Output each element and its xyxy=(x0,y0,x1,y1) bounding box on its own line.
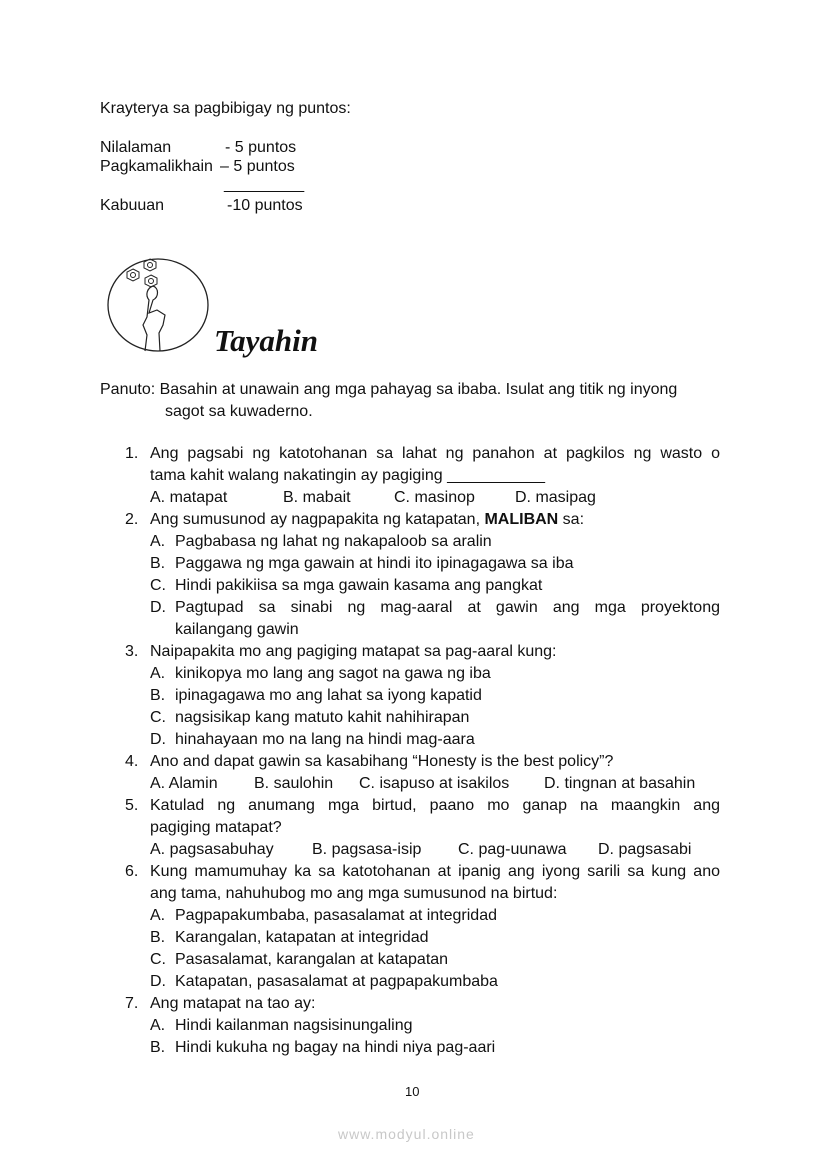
choice-letter: B. xyxy=(150,929,166,946)
question-6 xyxy=(0,861,826,883)
choice-letter: A. xyxy=(150,665,166,682)
criteria-total-label: Kabuuan xyxy=(100,197,165,214)
choice-text: ipinagagawa mo ang lahat sa iyong kapatid xyxy=(175,687,482,704)
question-2 xyxy=(0,509,826,531)
question-4 xyxy=(0,751,826,773)
question-number: 6. xyxy=(125,863,139,880)
choice-text: Pagbabasa ng lahat ng nakapaloob sa aralin xyxy=(175,533,492,550)
question-number: 4. xyxy=(125,753,139,770)
choice-option: D. tingnan at basahin xyxy=(544,775,696,792)
question-text: pagiging matapat? xyxy=(150,819,282,836)
choice-letter: B. xyxy=(150,687,166,704)
question-7 xyxy=(0,993,826,1015)
criteria-underline: _________ xyxy=(224,176,305,193)
choice-option: C. masinop xyxy=(394,489,475,506)
choice-option: C. isapuso at isakilos xyxy=(359,775,510,792)
choice-letter: A. xyxy=(150,533,166,550)
question-continuation xyxy=(0,465,826,487)
choice-letter: C. xyxy=(150,951,166,968)
instructions-line1: Panuto: Basahin at unawain ang mga pahayag sa ibaba. Isulat ang titik ng inyong xyxy=(100,381,678,398)
question-text: tama kahit walang nakatingin ay pagiging ___________ xyxy=(150,467,545,484)
question-text-part: sa: xyxy=(558,511,585,528)
question-text: ang tama, nahuhubog mo ang mga sumusunod na birtud: xyxy=(150,885,558,902)
choice-text: kinikopya mo lang ang sagot na gawa ng iba xyxy=(175,665,491,682)
choice-text: Hindi kukuha ng bagay na hindi niya pag-aari xyxy=(175,1039,496,1056)
watermark: www.modyul.online xyxy=(338,1126,475,1142)
choice-option xyxy=(0,905,826,927)
question-continuation xyxy=(0,883,826,905)
choice-letter: C. xyxy=(150,709,166,726)
choice-text: kailangang gawin xyxy=(175,621,299,638)
instructions-line2: sagot sa kuwaderno. xyxy=(165,403,313,420)
choice-option xyxy=(0,1015,826,1037)
choice-option xyxy=(0,663,826,685)
choice-letter: B. xyxy=(150,555,166,572)
question-continuation xyxy=(0,817,826,839)
choice-option: A. pagsasabuhay xyxy=(150,841,274,858)
choice-letter: D. xyxy=(150,731,166,748)
choice-continuation xyxy=(0,619,826,641)
choice-option: A. matapat xyxy=(150,489,228,506)
choice-option: B. pagsasa-isip xyxy=(312,841,422,858)
choice-letter: D. xyxy=(150,973,166,990)
choice-letter: D. xyxy=(150,599,166,616)
choice-option xyxy=(0,531,826,553)
choice-text: nagsisikap kang matuto kahit nahihirapan xyxy=(175,709,470,726)
choice-letter: C. xyxy=(150,577,166,594)
page-number: 10 xyxy=(405,1084,420,1099)
choice-option xyxy=(0,575,826,597)
question-text: Katulad ng anumang mga birtud, paano mo ganap na maangkin ang xyxy=(150,797,720,814)
question-text: Ano and dapat gawin sa kasabihang “Honesty is the best policy”? xyxy=(150,753,614,770)
choice-text: Hindi kailanman nagsisinungaling xyxy=(175,1017,413,1034)
question-text-part: Ang sumusunod ay nagpapakita ng katapatan, xyxy=(150,511,485,528)
choice-text: Karangalan, katapatan at integridad xyxy=(175,929,429,946)
choice-option xyxy=(0,971,826,993)
choice-option: B. saulohin xyxy=(254,775,334,792)
question-1 xyxy=(0,443,826,465)
section-title: Tayahin xyxy=(214,323,318,358)
choice-option xyxy=(0,707,826,729)
choice-option: C. pag-uunawa xyxy=(458,841,567,858)
choice-row xyxy=(0,773,826,795)
criteria-value-nilalaman: - 5 puntos xyxy=(225,139,297,156)
choice-text: Pagpapakumbaba, pasasalamat at integridad xyxy=(175,907,497,924)
choice-option xyxy=(0,597,826,619)
question-text xyxy=(150,509,584,531)
choice-option xyxy=(0,685,826,707)
choice-letter: A. xyxy=(150,907,166,924)
question-text: Kung mamumuhay ka sa katotohanan at ipanig ang iyong sarili sa kung ano xyxy=(150,863,720,880)
choice-text: Katapatan, pasasalamat at pagpapakumbaba xyxy=(175,973,498,990)
criteria-label-pagkamalikhain: Pagkamalikhain xyxy=(100,158,213,175)
question-number: 2. xyxy=(125,511,139,528)
criteria-label-nilalaman: Nilalaman xyxy=(100,139,172,156)
choice-row xyxy=(0,487,826,509)
choice-letter: B. xyxy=(150,1039,166,1056)
question-5 xyxy=(0,795,826,817)
choice-option xyxy=(0,949,826,971)
question-number: 5. xyxy=(125,797,139,814)
question-number: 3. xyxy=(125,643,139,660)
question-text: Ang pagsabi ng katotohanan sa lahat ng panahon at pagkilos ng wasto o xyxy=(150,445,720,462)
criteria-value-pagkamalikhain: – 5 puntos xyxy=(220,158,295,175)
choice-text: hinahayaan mo na lang na hindi mag-aara xyxy=(175,731,475,748)
choice-option xyxy=(0,1037,826,1059)
choice-option: B. mabait xyxy=(283,489,351,506)
choice-text: Pagtupad sa sinabi ng mag-aaral at gawin ang mga proyektong xyxy=(175,599,720,616)
emphasis-text: MALIBAN xyxy=(484,511,559,528)
question-number: 1. xyxy=(125,445,139,462)
choice-option: D. pagsasabi xyxy=(598,841,692,858)
choice-text: Hindi pakikiisa sa mga gawain kasama ang pangkat xyxy=(175,577,543,594)
choice-option xyxy=(0,553,826,575)
question-text: Ang matapat na tao ay: xyxy=(150,995,316,1012)
tayahin-hand-icon xyxy=(105,255,211,355)
question-3 xyxy=(0,641,826,663)
choice-option: A. Alamin xyxy=(150,775,218,792)
choice-option xyxy=(0,927,826,949)
criteria-total-value: -10 puntos xyxy=(227,197,303,214)
choice-text: Pasasalamat, karangalan at katapatan xyxy=(175,951,449,968)
criteria-heading: Krayterya sa pagbibigay ng puntos: xyxy=(100,100,351,117)
choice-text: Paggawa ng mga gawain at hindi ito ipinagagawa sa iba xyxy=(175,555,574,572)
choice-row xyxy=(0,839,826,861)
choice-letter: A. xyxy=(150,1017,166,1034)
question-text: Naipapakita mo ang pagiging matapat sa pag-aaral kung: xyxy=(150,643,557,660)
choice-option xyxy=(0,729,826,751)
choice-option: D. masipag xyxy=(515,489,596,506)
question-number: 7. xyxy=(125,995,139,1012)
